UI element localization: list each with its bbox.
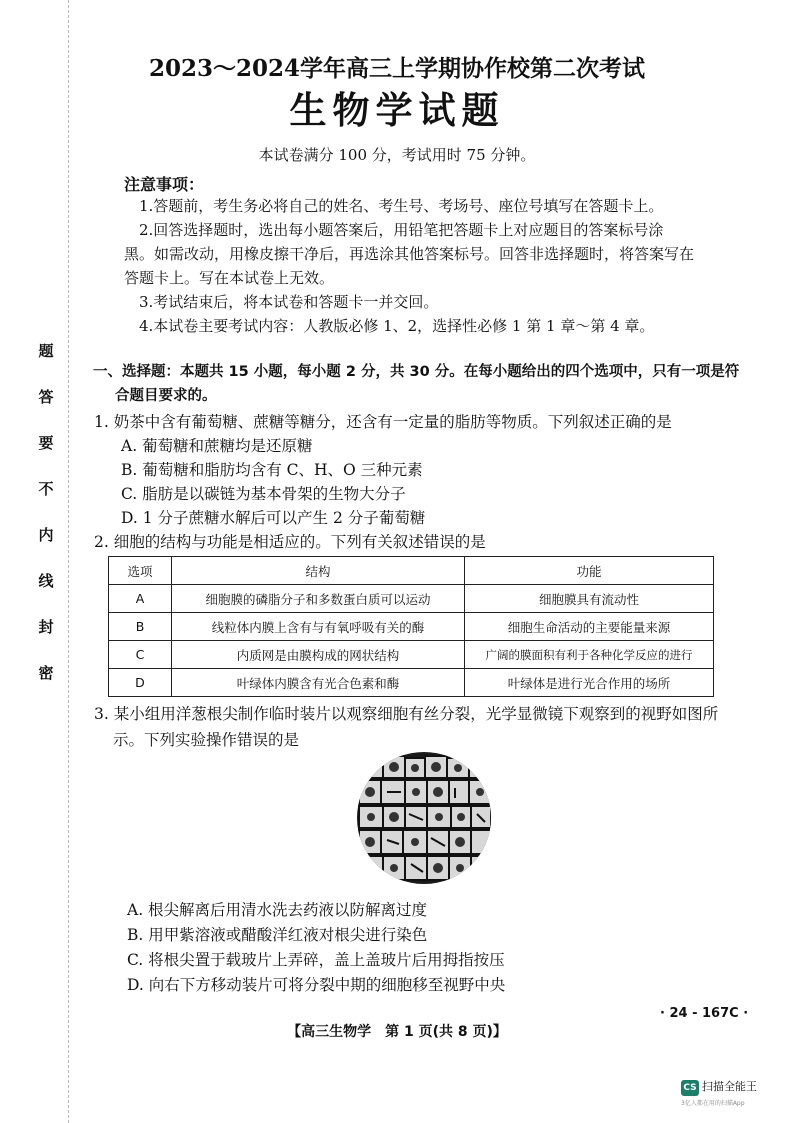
- table-cell: 细胞膜具有流动性: [465, 585, 714, 613]
- q1-option-c: C. 脂肪是以碳链为基本骨架的生物大分子: [121, 485, 406, 503]
- table-cell: 线粒体内膜上含有与有氧呼吸有关的酶: [172, 613, 465, 641]
- table-cell: B: [109, 613, 172, 641]
- q1-option-d: D. 1 分子蔗糖水解后可以产生 2 分子葡萄糖: [121, 509, 426, 527]
- table-cell: 内质网是由膜构成的网状结构: [172, 641, 465, 669]
- q2-table: [108, 556, 714, 697]
- question-1-stem: 1. 奶茶中含有葡萄糖、蔗糖等糖分，还含有一定量的脂肪等物质。下列叙述正确的是: [94, 413, 672, 431]
- q3-option-a: A. 根尖解离后用清水洗去药液以防解离过度: [127, 901, 428, 919]
- col-header: 结构: [172, 557, 465, 585]
- table-cell: A: [109, 585, 172, 613]
- notice-item: 2.回答选择题时，选出每小题答案后，用铅笔把答题卡上对应题目的答案标号涂: [139, 221, 664, 239]
- notice-item: 3.考试结束后，将本试卷和答题卡一并交回。: [139, 293, 439, 311]
- microscope-field-image: [357, 752, 491, 884]
- section-heading-cont: 合题目要求的。: [115, 388, 217, 404]
- table-cell: 广阔的膜面积有利于各种化学反应的进行: [465, 641, 714, 669]
- seal-char: 答: [38, 388, 54, 406]
- scanner-tagline: 3亿人都在用的扫描App: [681, 1100, 745, 1107]
- notice-item: 1.答题前，考生务必将自己的姓名、考生号、考场号、座位号填写在答题卡上。: [139, 197, 664, 215]
- notice-item: 答题卡上。写在本试卷上无效。: [124, 269, 335, 287]
- question-3-stem-cont: 示。下列实验操作错误的是: [113, 731, 300, 749]
- q1-option-a: A. 葡萄糖和蔗糖均是还原糖: [121, 437, 313, 455]
- col-header: 功能: [465, 557, 714, 585]
- camscanner-logo-icon: CS: [681, 1080, 699, 1096]
- seal-char: 密: [38, 664, 54, 682]
- notice-item: 黑。如需改动，用橡皮擦干净后，再选涂其他答案标号。回答非选择题时，将答案写在: [124, 245, 695, 263]
- seal-char: 要: [38, 434, 54, 452]
- q3-option-b: B. 用甲紫溶液或醋酸洋红液对根尖进行染色: [127, 926, 428, 944]
- seal-char: 内: [38, 526, 54, 544]
- notice-item: 4.本试卷主要考试内容：人教版必修 1、2，选择性必修 1 第 1 章～第 4 章。: [139, 317, 655, 335]
- table-cell: D: [109, 669, 172, 697]
- table-row: [109, 585, 714, 613]
- table-row: [109, 641, 714, 669]
- section-heading: 一、选择题：本题共 15 小题，每小题 2 分，共 30 分。在每小题给出的四个选项中，只有一项是符: [93, 364, 740, 380]
- seal-char: 线: [38, 572, 54, 590]
- seal-line-text: [34, 340, 58, 708]
- table-row: [109, 613, 714, 641]
- table-cell: 细胞膜的磷脂分子和多数蛋白质可以运动: [172, 585, 465, 613]
- table-cell: 叶绿体是进行光合作用的场所: [465, 669, 714, 697]
- notice-heading: 注意事项：: [124, 175, 205, 194]
- fold-line: [68, 0, 69, 1123]
- table-header-row: [109, 557, 714, 585]
- table-cell: 叶绿体内膜含有光合色素和酶: [172, 669, 465, 697]
- question-2-stem: 2. 细胞的结构与功能是相适应的。下列有关叙述错误的是: [94, 533, 486, 551]
- table-cell: C: [109, 641, 172, 669]
- seal-char: 封: [38, 618, 54, 636]
- seal-char: 题: [38, 342, 54, 360]
- onion-root-cells-figure: [357, 752, 491, 884]
- paper-code: · 24 - 167C ·: [660, 1006, 749, 1021]
- table-row: [109, 669, 714, 697]
- exam-title: 2023～2024学年高三上学期协作校第二次考试: [148, 55, 646, 82]
- table-cell: 细胞生命活动的主要能量来源: [465, 613, 714, 641]
- q3-option-c: C. 将根尖置于载玻片上弄碎，盖上盖玻片后用拇指按压: [127, 951, 505, 969]
- scanner-app-name: 扫描全能王: [702, 1080, 757, 1093]
- score-line: 本试卷满分 100 分，考试用时 75 分钟。: [258, 146, 536, 164]
- question-3-stem: 3. 某小组用洋葱根尖制作临时装片以观察细胞有丝分裂，光学显微镜下观察到的视野如图所: [94, 705, 719, 723]
- page-footer: 【高三生物学 第 1 页(共 8 页)】: [287, 1024, 507, 1040]
- q1-option-b: B. 葡萄糖和脂肪均含有 C、H、O 三种元素: [121, 461, 423, 479]
- q3-option-d: D. 向右下方移动装片可将分裂中期的细胞移至视野中央: [127, 976, 506, 994]
- subject-title: 生物学试题: [289, 89, 505, 132]
- seal-char: 不: [38, 480, 54, 498]
- binding-margin: [0, 0, 62, 1123]
- scanner-watermark: [681, 1075, 757, 1107]
- col-header: 选项: [109, 557, 172, 585]
